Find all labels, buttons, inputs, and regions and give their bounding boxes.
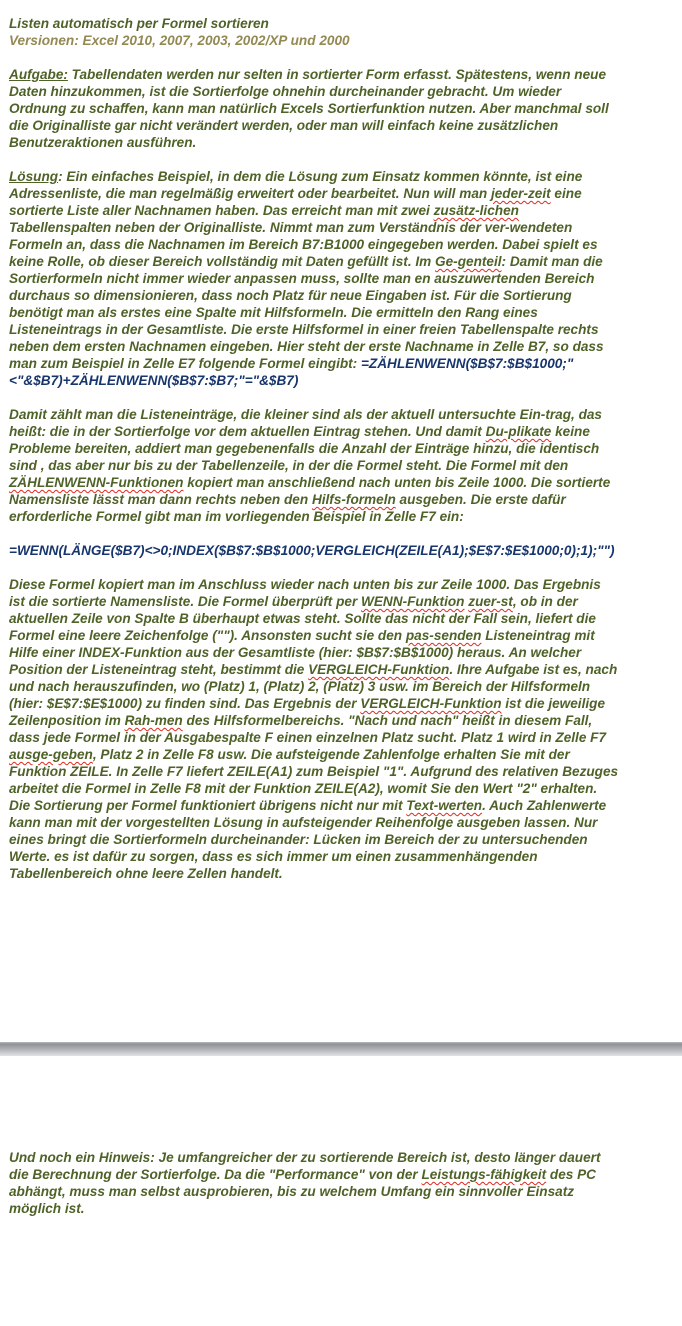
para5-text-6: des Hilfsformelbereichs. "Nach und nach" heißt in diesem Fall, dass jede Formel in der Ausgabespalte F einen einzelnen Platz sucht. Platz 1 wird in Zelle F7	[9, 713, 607, 745]
para5-text-5: ist die jeweilige Zeilenposition im	[9, 696, 605, 728]
spell-flag: pas-senden	[405, 628, 482, 643]
loesung-text-1: : Ein einfaches Beispiel, in dem die Lösung zum Einsatz kommen könnte, ist eine Adressenliste, die man regelmäßig erweitert oder bearbeitet. Nun will man	[9, 169, 583, 201]
spell-flag: ausge-geben	[9, 747, 93, 762]
loesung-label: Lösung	[9, 169, 59, 184]
spell-flag: VERGLEICH-Funktion	[360, 696, 502, 711]
spell-flag: ZÄHLENWENN-Funktionen	[9, 475, 184, 490]
spell-flag: Rah-men	[124, 713, 183, 728]
page-separator	[0, 1042, 682, 1056]
spell-flag: zuer-st	[468, 594, 513, 609]
para5-text-8: . Auch Zahlenwerte kann man mit der vorgestellten Lösung in aufsteigender Reihenfolge ausgeben lassen. Nur eines bringt die Sortierformeln durcheinander: Lücken im Bereich der zu untersuchenden Werte. es ist dafür zu sorgen, dass es sich immer um einen zusammenhängenden Tabellenbereich ohne leere Zellen handelt.	[9, 798, 607, 881]
aufgabe-paragraph	[9, 66, 619, 151]
loesung-text-3: Tabellenspalten neben der Originalliste. Nimmt man zum Verständnis der ver-wendeten Formeln an, dass die Nachnamen im Bereich B7:B1000 eingegeben werden. Dabei spielt es keine Rolle, ob dieser Bereich vollständig mit Daten gefüllt ist. Im	[9, 220, 598, 269]
page-1-content	[9, 15, 619, 882]
explanation-paragraph	[9, 406, 619, 525]
para5-text-4: . Ihre Aufgabe ist es, nach und nach herauszufinden, wo (Platz) 1, (Platz) 2, (Platz) 3 usw. im Bereich der Hilfsformeln (hier: $E$7:$E$1000) zu finden sind. Das Ergebnis der	[9, 662, 618, 711]
para5-text-1: Diese Formel kopiert man im Anschluss wieder nach unten bis zur Zeile 1000. Das Ergebnis ist die sortierte Namensliste. Die Formel überprüft per	[9, 577, 601, 609]
para3-text-1: Damit zählt man die Listeneinträge, die kleiner sind als der aktuell untersuchte Ein-trag, das heißt: die in der Sortierfolge vor dem aktuellen Eintrag stehen. Und damit	[9, 407, 602, 439]
result-paragraph	[9, 576, 619, 882]
hinweis-text-1: Und noch ein Hinweis: Je umfangreicher der zu sortierende Bereich ist, desto länger dauert die Berechnung der Sortierfolge. Da die "Performance" von der	[9, 1150, 601, 1182]
formula-wenn-index: =WENN(LÄNGE($B7)<>0;INDEX($B$7:$B$1000;VERGLEICH(ZEILE(A1);$E$7:$E$1000;0);1);"")	[9, 543, 615, 558]
para3-text-4: ausgeben. Die erste dafür erforderliche Formel gibt man im vorliegenden Beispiel in Zelle F7 ein:	[9, 492, 566, 524]
aufgabe-text: Tabellendaten werden nur selten in sortierter Form erfasst. Spätestens, wenn neue Daten hinzukommen, ist die Sortierfolge ohnehin durcheinander gebracht. Um wieder Ordnung zu schaffen, kann man natürlich Excels Sortierfunktion nutzen. Aber manchmal soll die Originalliste gar nicht verändert werden, oder man will einfach keine zusätzlichen Benutzeraktionen ausführen.	[9, 67, 609, 150]
spell-flag: Hilfs-formeln	[311, 492, 396, 507]
document-page-2	[0, 1056, 682, 1326]
formula-zaehlenwenn: =ZÄHLENWENN($B$7:$B$1000;"<"&$B7)+ZÄHLENWENN($B$7:$B7;"="&$B7)	[9, 356, 574, 388]
aufgabe-label: Aufgabe:	[9, 67, 68, 82]
para3-text-2: keine Probleme bereiten, addiert man gegebenenfalls die Anzahl der Einträge hinzu, die identisch sind , das aber nur bis zu der Tabellenzeile, in der die Formel steht. Die Formel mit den	[9, 424, 600, 473]
loesung-text-2: eine sortierte Liste aller Nachnamen haben. Das erreicht man mit zwei	[9, 186, 582, 218]
spell-flag: Ge-genteil	[435, 254, 502, 269]
hinweis-text-2: des PC abhängt, muss man selbst ausprobieren, bis zu welchem Umfang ein sinnvoller Einsatz möglich ist.	[9, 1167, 596, 1216]
loesung-text-4: : Damit man die Sortierformeln nicht immer wieder anpassen muss, sollte man en auszuwertenden Bereich durchaus so dimensionieren, dass noch Platz für neue Eingaben ist. Für die Sortierung benötigt man als erstes eine Spalte mit Hilfsformeln. Die ermitteln den Rang eines Listeneintrags in der Gesamtliste. Die erste Hilfsformel in einer freien Tabellenspalte rechts neben dem ersten Nachnamen eingeben. Hier steht der erste Nachname in Zelle B7, so dass man zum Beispiel in Zelle E7 folgende Formel eingibt:	[9, 254, 604, 371]
page-2-content	[9, 1149, 619, 1217]
para5-text-7: , Platz 2 in Zelle F8 usw. Die aufsteigende Zahlenfolge erhalten Sie mit der Funktion ZEILE. In Zelle F7 liefert ZEILE(A1) zum Beispiel "1". Aufgrund des relativen Bezuges arbeitet die Formel in Zelle F8 mit der Funktion ZEILE(A2), womit Sie den Wert "2" erhalten. Die Sortierung per Formel funktioniert übrigens nicht nur mit	[9, 747, 619, 813]
para3-text-3: kopiert man anschließend nach unten bis Zeile 1000. Die sortierte Namensliste lässt man dann rechts neben den	[9, 475, 611, 507]
spell-flag: Leistungs-fähigkeit	[421, 1167, 547, 1182]
loesung-paragraph	[9, 168, 619, 389]
document-title: Listen automatisch per Formel sortieren	[9, 16, 269, 31]
spell-flag: zusätz-lichen	[433, 203, 519, 218]
spell-flag: WENN-Funktion	[361, 594, 465, 609]
spell-flag: Du-plikate	[485, 424, 552, 439]
para5-text-2: , ob in der aktuellen Zeile von Spalte B überhaupt etwas steht. Sollte das nicht der Fall sein, liefert die Formel eine leere Zeichenfolge (""). Ansonsten sucht sie den	[9, 594, 596, 643]
spell-flag: jeder-zeit	[490, 186, 551, 201]
hinweis-paragraph	[9, 1149, 619, 1217]
spell-flag: VERGLEICH-Funktion	[308, 662, 450, 677]
document-subtitle: Versionen: Excel 2010, 2007, 2003, 2002/XP und 2000	[9, 33, 350, 48]
para5-text-3: Listeneintrag mit Hilfe einer INDEX-Funktion aus der Gesamtliste (hier: $B$7:$B$1000) heraus. An welcher Position der Listeneintrag steht, bestimmt die	[9, 628, 595, 677]
spell-flag: Text-werten	[406, 798, 483, 813]
